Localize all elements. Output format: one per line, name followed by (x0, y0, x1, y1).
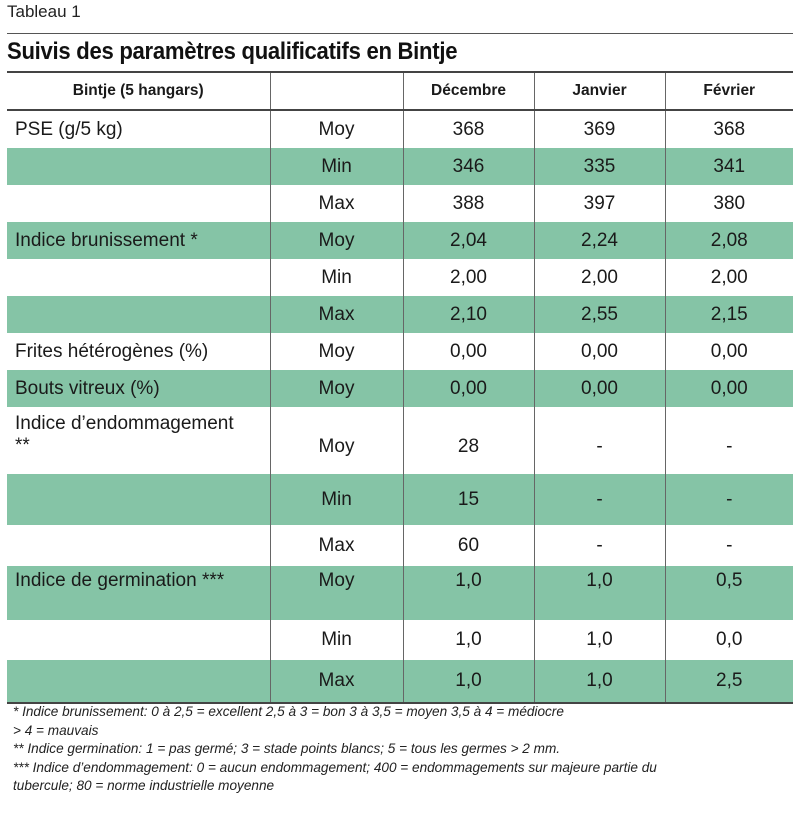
row-label-line2: ** (15, 435, 30, 456)
cell-december: 15 (403, 474, 534, 525)
row-stat: Min (270, 620, 403, 660)
cell-february: 0,00 (665, 370, 793, 407)
cell-december: 0,00 (403, 333, 534, 370)
row-stat: Min (270, 259, 403, 296)
row-stat: Moy (270, 110, 403, 148)
table-row (7, 296, 793, 333)
cell-february: 2,00 (665, 259, 793, 296)
cell-january: 369 (534, 110, 665, 148)
cell-january: 1,0 (534, 566, 665, 620)
row-stat: Max (270, 185, 403, 222)
table-row (7, 620, 793, 660)
cell-february: 0,0 (665, 620, 793, 660)
table-row (7, 566, 793, 620)
cell-december: 0,00 (403, 370, 534, 407)
top-divider (7, 33, 793, 34)
row-label-line1: Indice d’endommagement (15, 413, 234, 434)
table-row (7, 407, 793, 474)
row-stat: Min (270, 474, 403, 525)
cell-january: 2,24 (534, 222, 665, 259)
data-table-container (7, 71, 793, 704)
footnote-germination: ** Indice germination: 1 = pas germé; 3 = stade points blancs; 5 = tous les germes > 2 mm. (13, 741, 561, 756)
cell-january: 2,55 (534, 296, 665, 333)
row-label (7, 296, 270, 333)
cell-december: 346 (403, 148, 534, 185)
cell-december: 388 (403, 185, 534, 222)
table-caption: Tableau 1 (7, 2, 81, 21)
cell-december: 28 (403, 407, 534, 474)
row-stat: Moy (270, 333, 403, 370)
cell-december: 368 (403, 110, 534, 148)
cell-january: 1,0 (534, 620, 665, 660)
row-label: Indice de germination *** (7, 566, 270, 620)
header-stat (270, 72, 403, 110)
cell-february: - (665, 407, 793, 474)
row-label (7, 525, 270, 566)
table-row (7, 525, 793, 566)
cell-january: 2,00 (534, 259, 665, 296)
cell-january: 0,00 (534, 370, 665, 407)
cell-january: 1,0 (534, 660, 665, 703)
cell-february: - (665, 525, 793, 566)
cell-february: 368 (665, 110, 793, 148)
cell-december: 60 (403, 525, 534, 566)
row-label: Bouts vitreux (%) (7, 370, 270, 407)
data-table (7, 71, 793, 704)
cell-december: 2,00 (403, 259, 534, 296)
cell-january: 0,00 (534, 333, 665, 370)
header-december: Décembre (403, 72, 534, 110)
cell-december: 1,0 (403, 660, 534, 703)
table-row (7, 185, 793, 222)
row-stat: Max (270, 525, 403, 566)
cell-february: 0,5 (665, 566, 793, 620)
footnote-damage: *** Indice d’endommagement: 0 = aucun endommagement; 400 = endommagements sur majeure partie du (13, 759, 657, 775)
table-row (7, 474, 793, 525)
footnote-browning-cont: > 4 = mauvais (13, 722, 99, 738)
table-row (7, 333, 793, 370)
row-stat: Moy (270, 370, 403, 407)
cell-february: 2,5 (665, 660, 793, 703)
footnote-browning: * Indice brunissement: 0 à 2,5 = excellent 2,5 à 3 = bon 3 à 3,5 = moyen 3,5 à 4 = médiocre (13, 704, 564, 719)
cell-january: 335 (534, 148, 665, 185)
row-label (7, 660, 270, 703)
row-label: Indice brunissement * (7, 222, 270, 259)
header-february: Février (665, 72, 793, 110)
cell-december: 2,10 (403, 296, 534, 333)
row-label (7, 259, 270, 296)
cell-december: 1,0 (403, 566, 534, 620)
cell-january: - (534, 407, 665, 474)
table-row (7, 148, 793, 185)
header-variety: Bintje (5 hangars) (7, 72, 270, 110)
cell-february: 2,15 (665, 296, 793, 333)
row-label: Frites hétérogènes (%) (15, 340, 209, 362)
row-label (7, 185, 270, 222)
cell-december: 1,0 (403, 620, 534, 660)
cell-january: - (534, 525, 665, 566)
cell-january: 397 (534, 185, 665, 222)
footnote-damage-cont: tubercule; 80 = norme industrielle moyenne (13, 778, 275, 793)
row-stat: Min (270, 148, 403, 185)
table-row (7, 370, 793, 407)
table-row (7, 259, 793, 296)
cell-january: - (534, 474, 665, 525)
table-row (7, 110, 793, 148)
cell-february: - (665, 474, 793, 525)
row-stat: Moy (270, 407, 403, 474)
cell-february: 0,00 (665, 333, 793, 370)
row-label (7, 474, 270, 525)
row-stat: Moy (270, 222, 403, 259)
table-row (7, 660, 793, 703)
cell-february: 2,08 (665, 222, 793, 259)
row-label (7, 148, 270, 185)
cell-february: 380 (665, 185, 793, 222)
row-label (7, 407, 270, 474)
header-january: Janvier (534, 72, 665, 110)
row-label: PSE (g/5 kg) (15, 118, 123, 140)
footnotes (13, 703, 793, 796)
table-row (7, 222, 793, 259)
row-stat: Max (270, 660, 403, 703)
table-header-row (7, 72, 793, 110)
table-title: Suivis des paramètres qualificatifs en Bintje (7, 38, 458, 65)
row-stat: Max (270, 296, 403, 333)
cell-december: 2,04 (403, 222, 534, 259)
cell-february: 341 (665, 148, 793, 185)
row-label (7, 620, 270, 660)
row-stat: Moy (270, 566, 403, 620)
